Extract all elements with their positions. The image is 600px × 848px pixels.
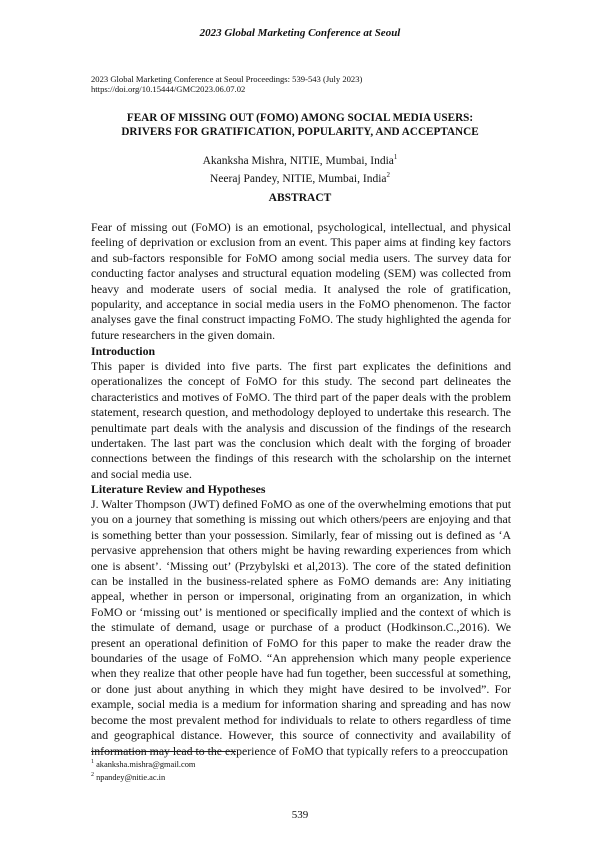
abstract-text: Fear of missing out (FoMO) is an emotional, psychological, intellectual, and physical feeling of deprivation or exclusion from an event. This paper aims at finding key factors and sub-factors responsible for FoMO among social media users. The survey data for conducting factor analyses and structural equation modeling (SEM) was collected from heavy and moderate users of social media. It analysed the role of gratification, popularity, and acceptance in social media users in the FoMO phenomenon. The factor analyses gave the final construct impacting FoMO. The study highlighted the agenda for future researchers in the given domain. <box>91 220 511 342</box>
introduction-text: This paper is divided into five parts. The first part explicates the definitions and operationalizes the concept of FoMO for this study. The second part delineates the characteristics and motives of FoMO. The third part of the paper deals with the problem statement, research question, and methodology deployed to undertake this research. The penultimate part deals with the analysis and discussion of the findings of the research undertaken. The last part was the conclusion which dealt with the forging of broader connections between the findings of this research with the scholarship on the internet and social media use. <box>91 359 511 481</box>
literature-review-heading: Literature Review and Hypotheses <box>91 482 266 496</box>
footnote-mark: 2 <box>91 772 94 779</box>
footnote-divider <box>91 751 236 752</box>
author-2 <box>60 168 540 186</box>
proceedings-meta <box>91 74 362 94</box>
proceedings-citation: 2023 Global Marketing Conference at Seoul Proceedings: 539-543 (July 2023) <box>91 74 363 84</box>
author-name: Akanksha Mishra, NITIE, Mumbai, India <box>202 154 394 167</box>
author-name: Neeraj Pandey, NITIE, Mumbai, India <box>210 172 387 185</box>
doi-link[interactable]: https://doi.org/10.15444/GMC2023.06.07.02 <box>91 84 246 94</box>
title-line-1: FEAR OF MISSING OUT (FOMO) AMONG SOCIAL MEDIA USERS: <box>126 112 474 124</box>
introduction-heading: Introduction <box>91 344 156 358</box>
paper-title <box>60 111 540 139</box>
page-number: 539 <box>291 809 309 821</box>
footnote-1 <box>91 757 195 770</box>
footnote-email[interactable]: akanksha.mishra@gmail.com <box>96 759 196 769</box>
author-1 <box>60 150 540 168</box>
abstract-heading: ABSTRACT <box>268 192 332 204</box>
footnote-email[interactable]: npandey@nitie.ac.in <box>96 773 166 783</box>
footnote-mark: 2 <box>386 170 390 179</box>
title-line-2: DRIVERS FOR GRATIFICATION, POPULARITY, AND ACCEPTANCE <box>121 126 479 138</box>
footnote-mark: 1 <box>393 153 398 161</box>
footnote-2 <box>91 770 195 783</box>
footnotes <box>91 757 195 784</box>
footnote-mark: 1 <box>91 759 94 765</box>
literature-review-text: J. Walter Thompson (JWT) defined FoMO as one of the overwhelming emotions that put you on a journey that something is missing out which others/peers are enjoying and that is something better than your possession. Similarly, fear of missing out is defined as ‘A pervasive apprehension that others might be having rewarding experiences from which one is absent’. ‘Missing out’ (Przybylski et al,2013). The core of the stated definition can be installed in the business-related sphere as FoMO demands are: Any initiating appeal, whether in person or impersonal, originating from an organization, in which FoMO or ‘missing out’ is mentioned or specifically implied and the context of which is the stimulate of demand, usage or purchase of a product (Hodkinson.C.,2016). We present an operational definition of FoMO for this paper to make the reader draw the boundaries of the usage of FoMO. “An apprehension which many people experience when they realize that other people have had fun together, been successful at something, or done just about anything in which they might have desired to be involved”. For example, social media is a medium for information sharing and spreading and has now become the most prevalent method for individuals to relate to others regardless of time and geographical distance. However, this source of connectivity and availability of information may lead to the experience of FoMO that typically refers to a preoccupation <box>91 497 511 758</box>
author-list <box>60 150 540 186</box>
running-head: 2023 Global Marketing Conference at Seoul <box>199 27 401 39</box>
